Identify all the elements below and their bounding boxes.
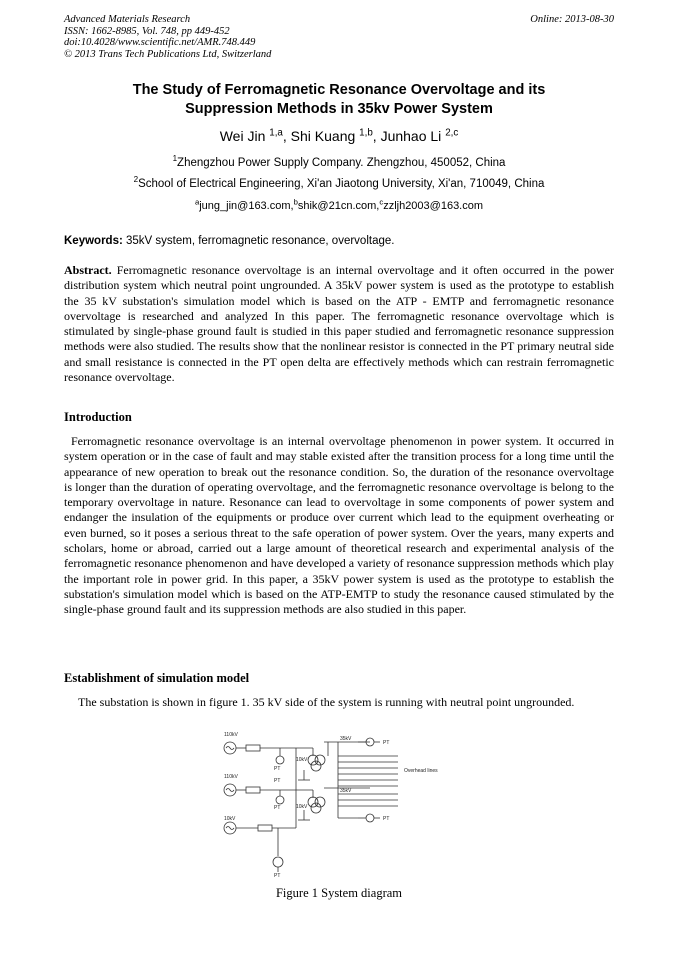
email-mark: a [194,197,200,207]
affiliation-1 [64,154,614,169]
diagram-label: PT [274,873,281,878]
title-line-2: Suppression Methods in 35kv Power System [185,101,493,117]
pt-icon [276,756,284,764]
author-affiliation-mark: 1,a [269,127,283,139]
copyright: © 2013 Trans Tech Publications Ltd, Switzerland [64,48,272,60]
abstract [64,263,614,385]
line-impedance-3 [258,825,272,831]
author-emails [64,197,614,212]
author-name: Junhao Li [380,128,446,144]
line-impedance-2 [246,787,260,793]
diagram-label: 35kV [340,788,352,794]
diagram-label: 110kV [224,774,238,780]
online-date: Online: 2013-08-30 [530,14,614,25]
diagram-label: PT [274,778,281,784]
author-separator: , [372,128,381,144]
affiliation-mark: 2 [133,175,139,185]
section-heading-introduction: Introduction [64,410,132,424]
keywords-label: Keywords: [64,235,123,247]
keywords [64,235,614,247]
simulation-model-paragraph: The substation is shown in figure 1. 35 kV side of the system is running with neutral point ungrounded. [78,695,575,709]
diagram-label: PT [383,816,390,822]
affiliation-mark: 1 [172,154,178,164]
author-name: Wei Jin [219,128,270,144]
diagram-label: 10kV [224,816,236,822]
author-name: Shi Kuang [290,128,360,144]
diagram-label: 35kV [340,736,352,742]
system-diagram [218,728,458,878]
pt-icon [273,857,283,867]
diagram-label: 10kV [296,757,308,763]
author-affiliation-mark: 2,c [445,127,459,139]
paper-title [64,81,614,119]
email-mark: b [293,197,298,207]
diagram-label: PT [383,740,390,746]
author-list [64,128,614,144]
issn: ISSN: 1662-8985, Vol. 748, pp 449-452 [64,25,230,37]
section-heading-simulation-model: Establishment of simulation model [64,671,250,685]
author-affiliation-mark: 1,b [359,127,373,139]
affiliation-2 [64,175,614,190]
journal-name: Advanced Materials Research [64,14,191,25]
line-impedance-1 [246,745,260,751]
email-link[interactable]: shik@21cn.com, [297,200,380,212]
journal-header [64,14,271,60]
diagram-label: PT [274,805,281,811]
diagram-label: 110kV [224,732,238,738]
abstract-text: Ferromagnetic resonance overvoltage is an internal overvoltage and it often occurred in the power distribution system which neutral point ungrounded. A 35kV power system is used as the prototype to establish the 35 kV substation's simulation model which is based on the ATP - EMTP and ferromagnetic resonance overvoltage is researched and analyzed In this paper. The ferromagnetic resonance overvoltage which is stimulated by single-phase ground fault is studied in this paper studied and ferromagnetic resonance suppression methods were also studied. The results show that the nonlinear resistor is connected in the PT primary neutral side and small resistance is connected in the PT open delta are effectively methods which can restrain ferromagnetic resonance overvoltage. [64,263,614,385]
email-link[interactable]: zzljh2003@163.com [383,200,484,212]
diagram-label: PT [274,766,281,772]
introduction-paragraph: Ferromagnetic resonance overvoltage is an internal overvoltage phenomenon in power system. It occurred in system operation or in the case of fault and may stable existed after the transition process for a long time until the appearance of new operation to break out the resonance condition. So, the duration of the resonance overvoltage is longer than the duration of operating overvoltage, and the ferromagnetic resonance overvoltage is belong to the temporary overvoltage in nature. Resonance can lead to overvoltage in some components of power system and endanger the insulation of the equipments or produce over current which lead to the equipment overheating or even burned, so it poses a serious threat to the safe operation of power system. Over the years, many experts and scholars, home or abroad, carried out a large amount of theoretical research and experimental analysis of the ferromagnetic resonance phenomenon and have developed a variety of resonance suppression methods which play the important role in power grid. In this paper, a 35kV power system is used as the prototype to establish the substation's simulation model which is based on the ATP-EMTP to study the resonance caused stimulated by the single-phase ground fault and its suppression methods are also studied in this paper. [64,434,614,617]
abstract-label: Abstract. [64,263,112,277]
affiliation-text: School of Electrical Engineering, Xi'an Jiaotong University, Xi'an, 710049, China [138,178,545,190]
pt-icon [366,814,374,822]
email-link[interactable]: jung_jin@163.com, [199,200,294,212]
figure-caption: Figure 1 System diagram [275,886,403,900]
affiliation-text: Zhengzhou Power Supply Company. Zhengzhou, 450052, China [177,157,506,169]
pt-icon [276,796,284,804]
email-mark: c [379,197,384,207]
title-line-1: The Study of Ferromagnetic Resonance Overvoltage and its [132,82,546,98]
keywords-text: 35kV system, ferromagnetic resonance, overvoltage. [122,235,395,247]
doi: doi:10.4028/www.scientific.net/AMR.748.449 [64,37,256,48]
diagram-label: Overhead lines [404,768,438,774]
author-separator: , [282,128,291,144]
diagram-label: 10kV [296,804,308,810]
